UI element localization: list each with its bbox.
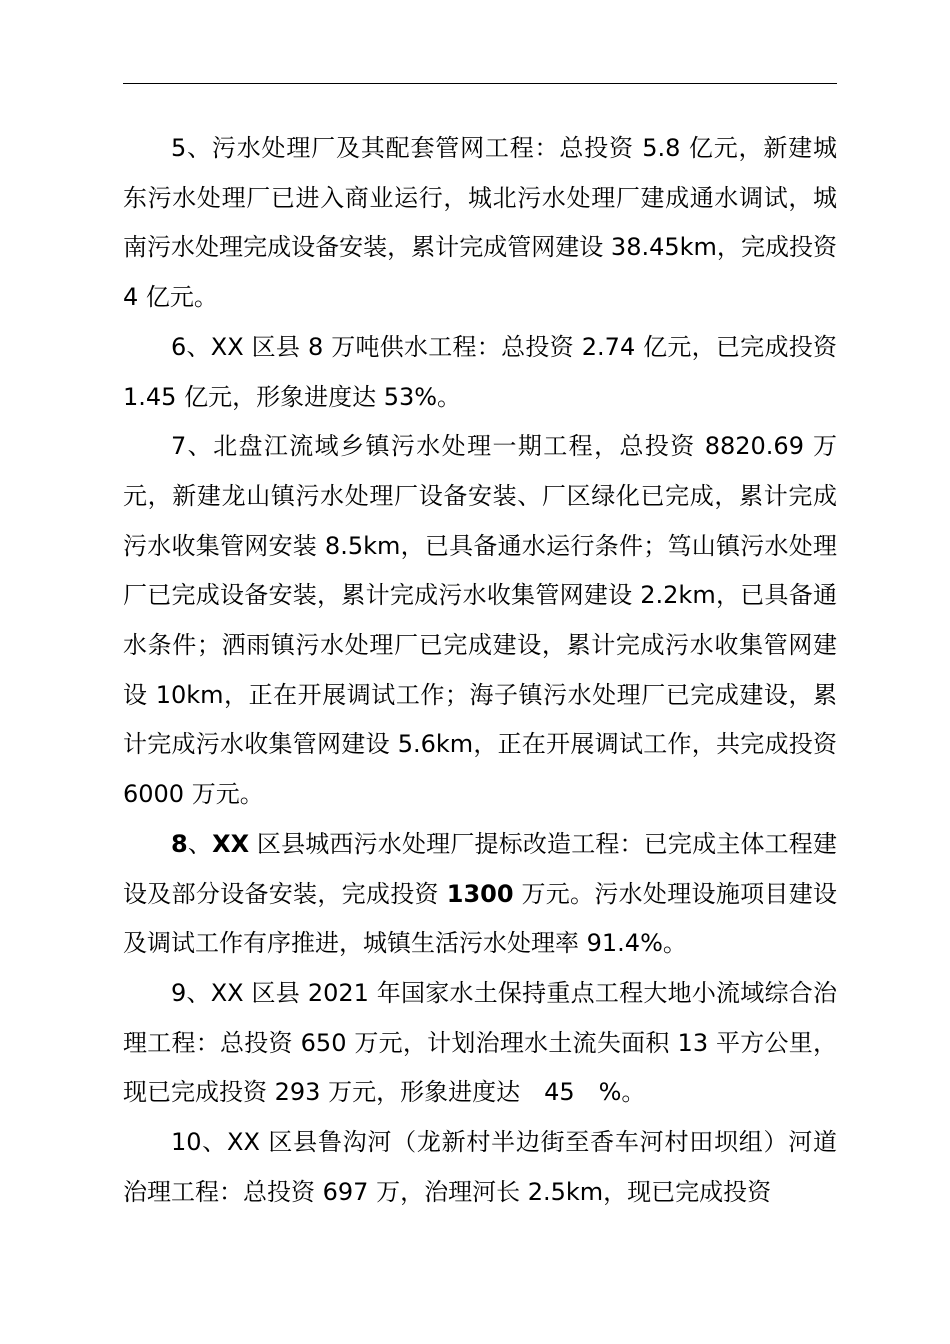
paragraph-8-number: 8 (171, 829, 188, 858)
paragraph-8-separator: 、 (187, 829, 213, 858)
paragraph-8-rest: 万元。污水处理设施项目建设及调试工作有序推进，城镇生活污水处理率 91.4%。 (123, 879, 837, 958)
paragraph-8-amount: 1300 (446, 879, 514, 908)
paragraph-7: 7、北盘江流域乡镇污水处理一期工程，总投资 8820.69 万元，新建龙山镇污水处理厂设备安装、厂区绿化已完成，累计完成污水收集管网安装 8.5km，已具备通水运行条件；笃山镇污水处理厂已完成设备安装，累计完成污水收集管网建设 2.2km，已具备通水条件；洒雨镇污水处理厂已完成建设，累计完成污水收集管网建设 10km，正在开展调试工作；海子镇污水处理厂已完成建设，累计完成污水收集管网建设 5.6km，正在开展调试工作，共完成投资 6000 万元。 (123, 432, 845, 809)
paragraph-6: 6、XX 区县 8 万吨供水工程：总投资 2.74 亿元，已完成投资 1.45 亿元，形象进度达 53%。 (123, 332, 845, 411)
paragraph-9: 9、XX 区县 2021 年国家水土保持重点工程大地小流域综合治理工程：总投资 650 万元，计划治理水土流失面积 13 平方公里，现已完成投资 293 万元，形象进度达 45 %。 (123, 978, 837, 1107)
document-body (123, 124, 845, 1217)
paragraph-8 (123, 820, 837, 969)
paragraph-10: 10、XX 区县鲁沟河（龙新村半边街至香车河村田坝组）河道治理工程：总投资 697 万，治理河长 2.5km，现已完成投资 (123, 1128, 837, 1206)
paragraph-8-district: XX (212, 829, 250, 858)
header-rule (123, 83, 837, 84)
paragraph-5: 5、污水处理厂及其配套管网工程：总投资 5.8 亿元，新建城东污水处理厂已进入商业运行，城北污水处理厂建成通水调试，城南污水处理完成设备安装，累计完成管网建设 38.45km，完成投资 4 亿元。 (123, 134, 845, 312)
paragraph-8-body: 区县城西污水处理厂提标改造工程：已完成主体工程建设及部分设备安装，完成投资 (123, 829, 837, 908)
